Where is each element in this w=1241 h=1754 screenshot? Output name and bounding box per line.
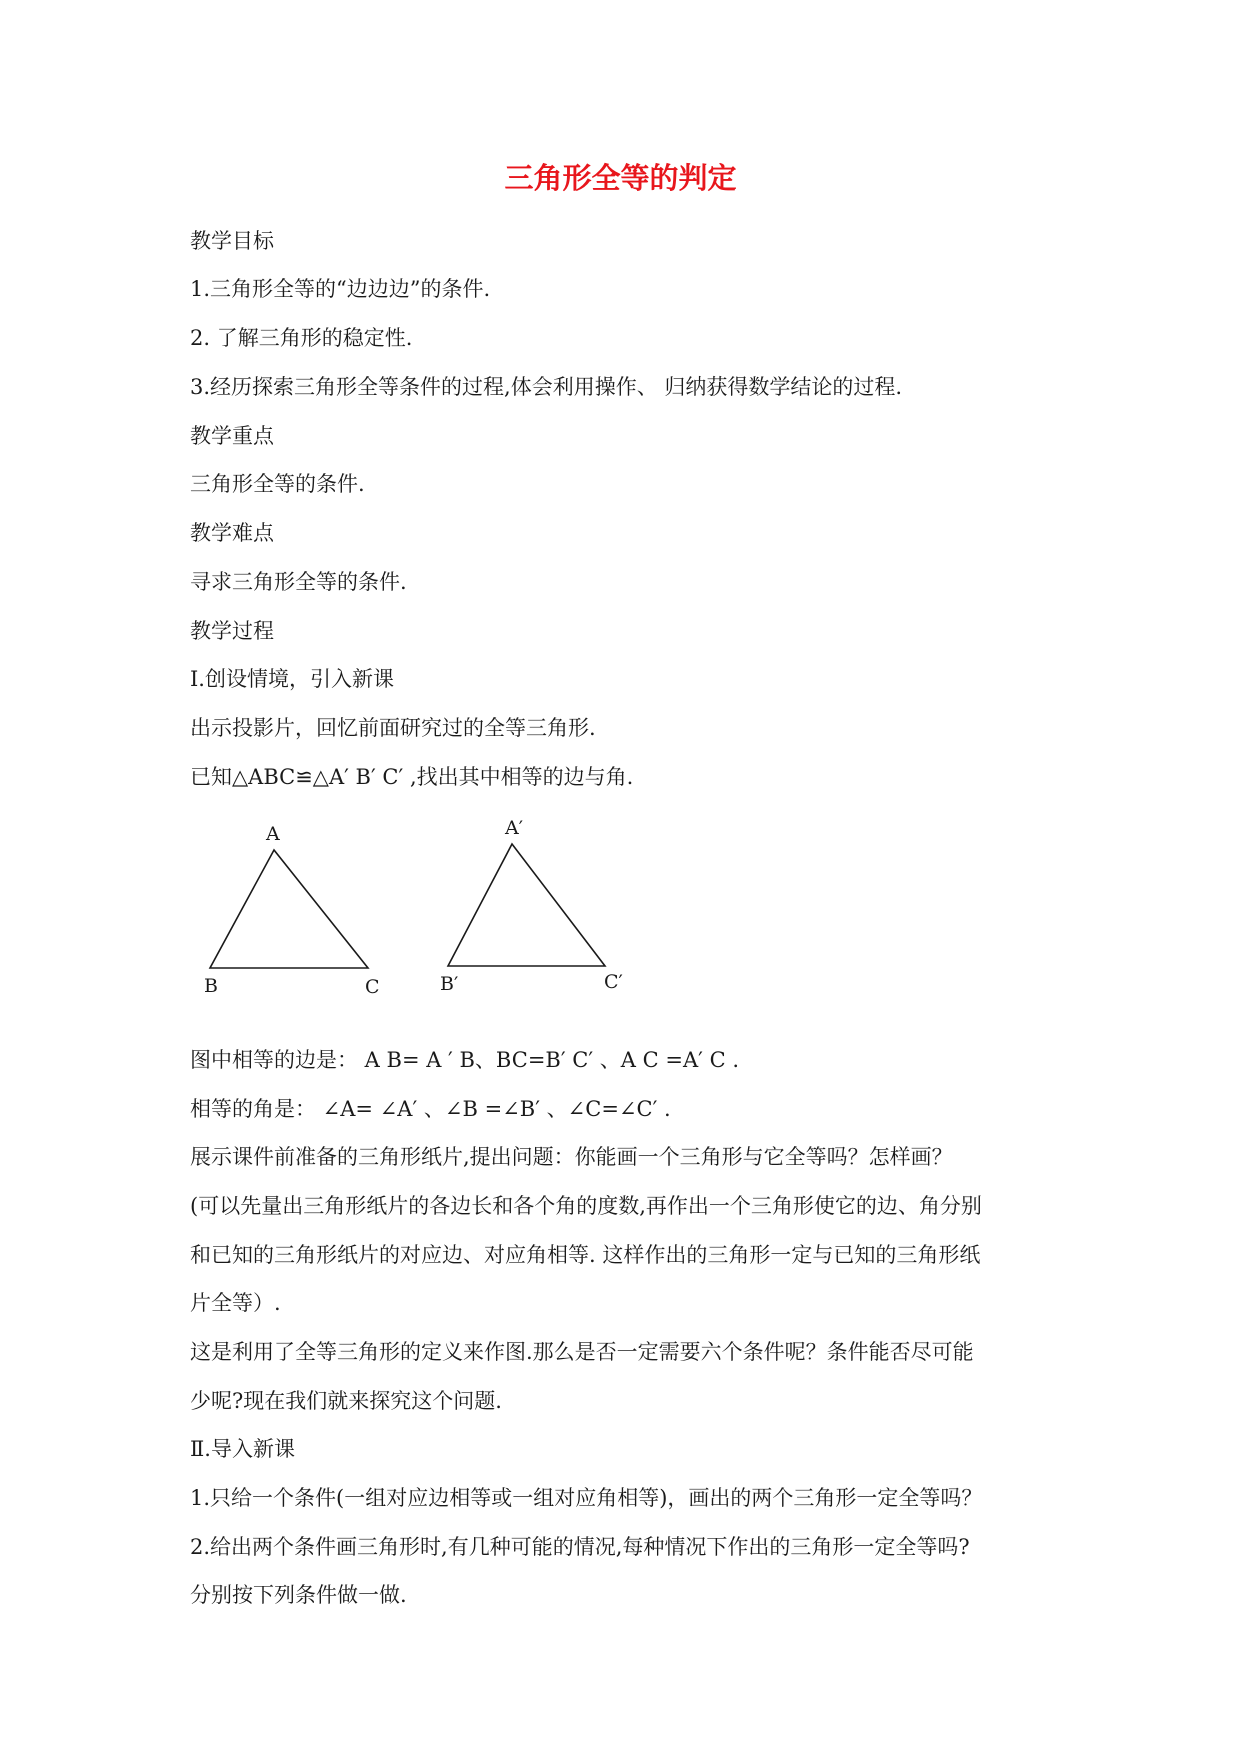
paragraph: 相等的角是： ∠A= ∠A′ 、∠B =∠B′ 、∠C=∠C′ . xyxy=(190,1097,671,1121)
triangle-a-prime-b-prime-c-prime xyxy=(448,844,605,966)
paragraph: (可以先量出三角形纸片的各边长和各个角的度数,再作出一个三角形使它的边、角分别 xyxy=(190,1194,982,1218)
part-1-heading: Ⅰ.创设情境，引入新课 xyxy=(190,667,394,691)
paragraph: 图中相等的边是： A B= A ′ B、BC=B′ C′ 、A C =A′ C . xyxy=(190,1048,740,1072)
vertex-label-c: C xyxy=(365,976,380,998)
triangles-svg xyxy=(190,818,670,1018)
paragraph: 分别按下列条件做一做. xyxy=(190,1583,407,1607)
paragraph: 展示课件前准备的三角形纸片,提出问题：你能画一个三角形与它全等吗？怎样画？ xyxy=(190,1145,953,1169)
objective-item-2: 2. 了解三角形的稳定性. xyxy=(190,326,413,350)
vertex-label-b-prime: B′ xyxy=(440,973,459,995)
objective-item-3: 3.经历探索三角形全等条件的过程,体会利用操作、 归纳获得数学结论的过程. xyxy=(190,375,903,399)
triangle-abc xyxy=(210,850,368,968)
page-title: 三角形全等的判定 xyxy=(504,161,737,195)
paragraph: 和已知的三角形纸片的对应边、对应角相等. 这样作出的三角形一定与已知的三角形纸 xyxy=(190,1243,981,1267)
section-heading-objectives: 教学目标 xyxy=(190,229,274,253)
congruent-triangles-figure xyxy=(190,818,670,1018)
vertex-label-a: A xyxy=(266,823,280,845)
paragraph: 少呢?现在我们就来探究这个问题. xyxy=(190,1389,502,1413)
paragraph: 已知△ABC≌△A′ B′ C′ ,找出其中相等的边与角. xyxy=(190,765,634,789)
question-item-1: 1.只给一个条件(一组对应边相等或一组对应角相等)，画出的两个三角形一定全等吗？ xyxy=(190,1486,983,1510)
vertex-label-c-prime: C′ xyxy=(604,971,623,993)
vertex-label-b: B xyxy=(204,975,218,997)
paragraph: 片全等）. xyxy=(190,1291,281,1315)
key-points-text: 三角形全等的条件. xyxy=(190,472,365,496)
paragraph: 这是利用了全等三角形的定义来作图.那么是否一定需要六个条件呢？条件能否尽可能 xyxy=(190,1340,974,1364)
part-2-heading: Ⅱ.导入新课 xyxy=(190,1437,295,1461)
difficulties-text: 寻求三角形全等的条件. xyxy=(190,570,407,594)
section-heading-difficulties: 教学难点 xyxy=(190,521,274,545)
paragraph: 出示投影片，回忆前面研究过的全等三角形. xyxy=(190,716,596,740)
section-heading-key-points: 教学重点 xyxy=(190,424,274,448)
question-item-2: 2.给出两个条件画三角形时,有几种可能的情况,每种情况下作出的三角形一定全等吗? xyxy=(190,1535,970,1559)
objective-item-1: 1.三角形全等的“边边边”的条件. xyxy=(190,277,491,301)
vertex-label-a-prime: A′ xyxy=(505,818,524,839)
section-heading-process: 教学过程 xyxy=(190,619,274,643)
